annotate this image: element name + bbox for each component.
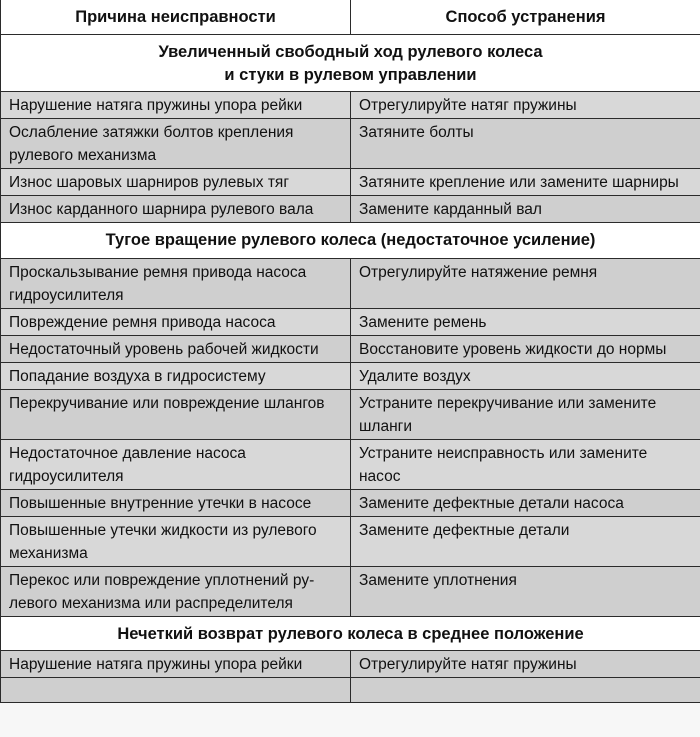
- remedy-cell: Отрегулируйте натяг пружины: [351, 651, 700, 678]
- remedy-cell: Замените дефектные детали: [351, 517, 700, 567]
- section-header-row: [1, 223, 700, 259]
- cause-cell: Проскальзывание ремня привода насоса гидроусилителя: [1, 259, 351, 309]
- table-row: [1, 567, 700, 617]
- table-row: [1, 119, 700, 169]
- cause-cell: Ослабление затяжки болтов крепления рулевого механизма: [1, 119, 351, 169]
- section-title-cell: [1, 617, 700, 651]
- table-row: [1, 440, 700, 490]
- section-title-cell: [1, 223, 700, 259]
- filler-cell: [1, 678, 351, 703]
- table-row: [1, 363, 700, 390]
- remedy-cell: Затяните крепление или замените шарниры: [351, 169, 700, 196]
- table-row: [1, 490, 700, 517]
- table-row: [1, 309, 700, 336]
- cause-cell: Повреждение ремня привода насоса: [1, 309, 351, 336]
- cause-cell: Нарушение натяга пружины упора рейки: [1, 92, 351, 119]
- section-title: Увеличенный свободный ход рулевого колеса и стуки в рулевом управлении: [158, 43, 543, 84]
- table-row: [1, 169, 700, 196]
- section-title: Нечеткий возврат рулевого колеса в среднее положение: [117, 625, 584, 643]
- cause-cell: Недостаточное давление насоса гидроусилителя: [1, 440, 351, 490]
- remedy-cell: Замените карданный вал: [351, 196, 700, 223]
- table-row: [1, 196, 700, 223]
- cause-cell: Недостаточный уровень рабочей жидкости: [1, 336, 351, 363]
- remedy-cell: Отрегулируйте натяг пружины: [351, 92, 700, 119]
- remedy-cell: Замените уплотнения: [351, 567, 700, 617]
- table-row: [1, 517, 700, 567]
- header-remedy: Способ устранения: [351, 0, 700, 35]
- remedy-cell: Удалите воздух: [351, 363, 700, 390]
- remedy-cell: Затяните болты: [351, 119, 700, 169]
- section-title: Тугое вращение рулевого колеса (недостаточное усиление): [105, 231, 596, 249]
- section-header-row: [1, 35, 700, 92]
- table-row: [1, 92, 700, 119]
- cause-cell: Износ карданного шарнира рулевого вала: [1, 196, 351, 223]
- remedy-cell: Замените ремень: [351, 309, 700, 336]
- section-header-row: [1, 617, 700, 651]
- table-filler-row: [1, 678, 700, 703]
- table-row: [1, 336, 700, 363]
- cause-cell: Нарушение натяга пружины упора рейки: [1, 651, 351, 678]
- cause-cell: Перекручивание или повреждение шлангов: [1, 390, 351, 440]
- table-row: [1, 390, 700, 440]
- table-row: [1, 651, 700, 678]
- table-body: [1, 35, 700, 703]
- cause-cell: Повышенные утечки жидкости из рулевого механизма: [1, 517, 351, 567]
- filler-cell: [351, 678, 700, 703]
- cause-cell: Перекос или повреждение уплотнений ру-левого механизма или распределителя: [1, 567, 351, 617]
- cause-cell: Повышенные внутренние утечки в насосе: [1, 490, 351, 517]
- remedy-cell: Устраните перекручивание или замените шланги: [351, 390, 700, 440]
- table-row: [1, 259, 700, 309]
- cause-cell: Износ шаровых шарниров рулевых тяг: [1, 169, 351, 196]
- header-row: [1, 0, 700, 35]
- section-title-cell: [1, 35, 700, 92]
- remedy-cell: Замените дефектные детали насоса: [351, 490, 700, 517]
- header-cause: Причина неисправности: [1, 0, 351, 35]
- cause-cell: Попадание воздуха в гидросистему: [1, 363, 351, 390]
- remedy-cell: Восстановите уровень жидкости до нормы: [351, 336, 700, 363]
- remedy-cell: Устраните неисправность или замените насос: [351, 440, 700, 490]
- remedy-cell: Отрегулируйте натяжение ремня: [351, 259, 700, 309]
